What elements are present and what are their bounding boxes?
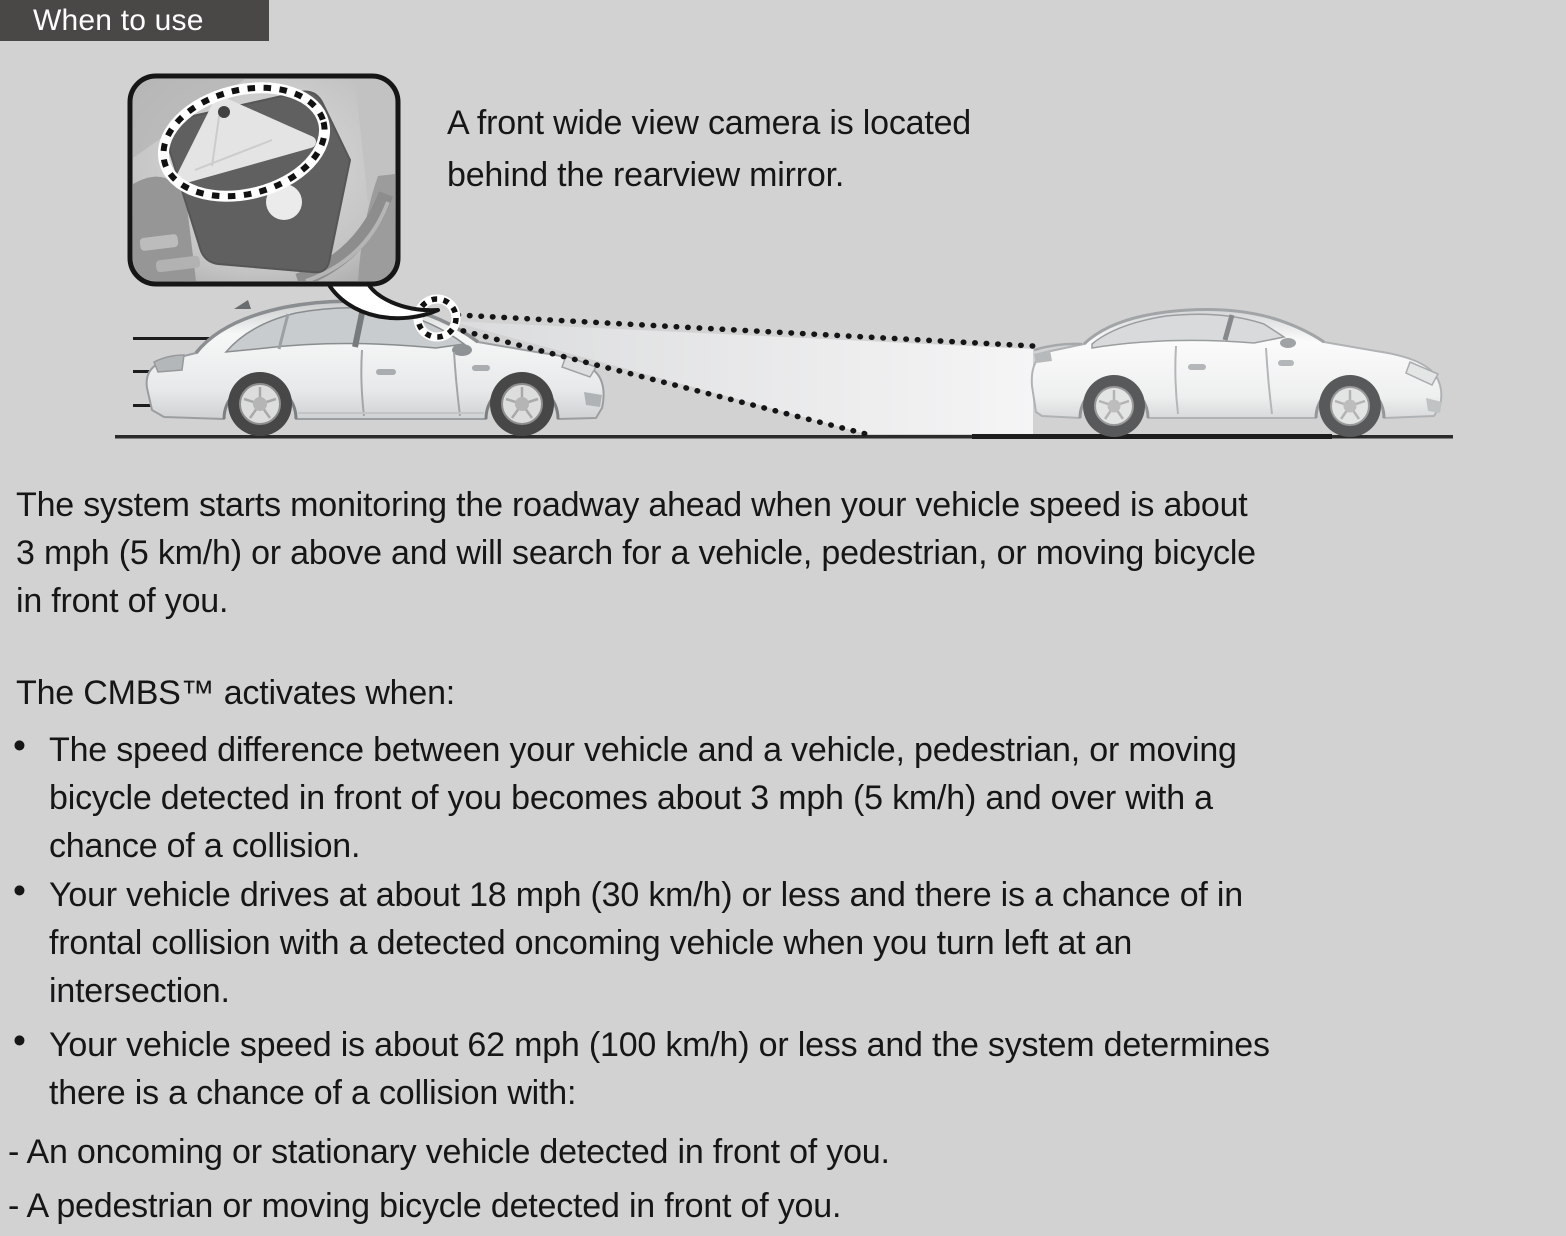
activates-heading: The CMBS™ activates when:	[16, 674, 456, 712]
caption-line: behind the rearview mirror.	[447, 156, 845, 194]
bullet-item-vehicle-speed	[0, 1021, 1556, 1117]
bullet-marker: •	[13, 725, 26, 766]
sub-item-oncoming-vehicle: - An oncoming or stationary vehicle detected in front of you.	[8, 1133, 890, 1171]
text-line: frontal collision with a detected oncoming vehicle when you turn left at an	[49, 924, 1133, 962]
text-line: 3 mph (5 km/h) or above and will search for a vehicle, pedestrian, or moving bicycle	[16, 534, 1256, 572]
text-line: bicycle detected in front of you becomes about 3 mph (5 km/h) and over with a	[49, 779, 1213, 817]
caption-line: A front wide view camera is located	[447, 104, 972, 142]
sub-item-pedestrian-bicycle: - A pedestrian or moving bicycle detected in front of you.	[8, 1187, 842, 1225]
text-line: Your vehicle speed is about 62 mph (100 km/h) or less and the system determines	[49, 1026, 1270, 1064]
text-line: The speed difference between your vehicle and a vehicle, pedestrian, or moving	[49, 731, 1237, 769]
text-line: chance of a collision.	[49, 827, 361, 865]
text-line: there is a chance of a collision with:	[49, 1074, 577, 1112]
bullet-marker: •	[13, 1020, 26, 1061]
text-line: The system starts monitoring the roadway ahead when your vehicle speed is about	[16, 486, 1248, 524]
text-line: intersection.	[49, 972, 230, 1010]
bullet-marker: •	[13, 870, 26, 911]
bullet-item-left-turn	[0, 871, 1556, 1015]
text-line: in front of you.	[16, 582, 229, 620]
figure-caption	[447, 97, 971, 201]
text-line: Your vehicle drives at about 18 mph (30 km/h) or less and there is a chance of in	[49, 876, 1243, 914]
bullet-item-speed-difference	[0, 726, 1556, 870]
intro-paragraph	[16, 481, 1556, 625]
section-badge: When to use	[0, 0, 269, 41]
